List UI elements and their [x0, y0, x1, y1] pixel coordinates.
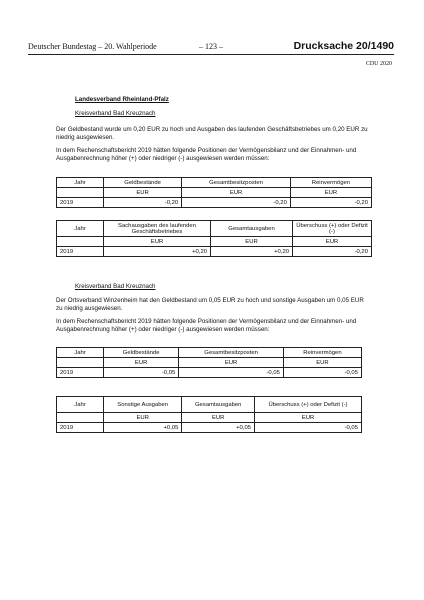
- header-document-number: Drucksache 20/1490: [293, 40, 394, 52]
- unit-cell: EUR: [104, 358, 179, 368]
- section2-paragraph2: In dem Rechenschaftsbericht 2019 hätten folgende Positionen der Vermögensbilanz und der Einnahmen- und Ausgabenrechnung höher (+) oder niedriger (-) ausgewiesen werden müssen:: [56, 318, 357, 334]
- header-cell: Sonstige Ausgaben: [104, 397, 182, 413]
- table-unit-row: [57, 237, 372, 247]
- value-cell: -0,20: [293, 247, 372, 257]
- value-cell: -0,20: [104, 198, 182, 208]
- section1-paragraph1: Der Geldbestand wurde um 0,20 EUR zu hoch und Ausgaben des laufenden Geschäftsbetriebes um 0,20 EUR zu niedrig ausgewiesen.: [56, 126, 368, 142]
- year-cell: 2019: [57, 198, 104, 208]
- unit-cell: EUR: [182, 188, 291, 198]
- table-row: [57, 198, 372, 208]
- empty-cell: [57, 237, 104, 247]
- value-cell: +0,20: [104, 247, 211, 257]
- header-party-label: CDU 2020: [365, 61, 392, 67]
- section2-paragraph1: Der Ortsverband Winzenheim hat den Geldbestand um 0,05 EUR zu hoch und sonstige Ausgaben um 0,05 EUR zu niedrig ausgewiesen.: [56, 297, 364, 313]
- page-header: [28, 40, 394, 54]
- unit-cell: EUR: [104, 188, 182, 198]
- unit-cell: EUR: [211, 237, 293, 247]
- empty-cell: [57, 188, 104, 198]
- section2-table1: [56, 347, 362, 378]
- section1-table1: [56, 177, 372, 208]
- value-cell: -0,05: [255, 423, 362, 433]
- header-cell: Überschuss (+) oder Defizit (-): [293, 221, 372, 237]
- header-cell: Geldbestände: [104, 178, 182, 188]
- header-cell: Gesamtbesitzposten: [182, 178, 291, 188]
- section1-subtitle: Kreisverband Bad Kreuznach: [75, 110, 156, 117]
- header-cell: Jahr: [57, 397, 104, 413]
- unit-cell: EUR: [255, 413, 362, 423]
- header-cell: Jahr: [57, 221, 104, 237]
- header-page-number: – 123 –: [199, 42, 223, 51]
- section2-subtitle: Kreisverband Bad Kreuznach: [75, 283, 156, 290]
- header-cell: Geldbestände: [104, 348, 179, 358]
- table-header-row: [57, 397, 362, 413]
- header-cell: Jahr: [57, 178, 104, 188]
- table-row: [57, 247, 372, 257]
- value-cell: +0,20: [211, 247, 293, 257]
- empty-cell: [57, 358, 104, 368]
- value-cell: -0,05: [283, 368, 361, 378]
- table-header-row: [57, 178, 372, 188]
- table-unit-row: [57, 413, 362, 423]
- header-cell: Gesamtbesitzposten: [179, 348, 284, 358]
- header-cell: Reinvermögen: [283, 348, 361, 358]
- table-header-row: [57, 221, 372, 237]
- header-cell: Sachausgaben des laufenden Geschäftsbetriebes: [104, 221, 211, 237]
- table-row: [57, 423, 362, 433]
- value-cell: +0,05: [182, 423, 255, 433]
- value-cell: -0,20: [290, 198, 371, 208]
- unit-cell: EUR: [104, 237, 211, 247]
- unit-cell: EUR: [293, 237, 372, 247]
- header-cell: Gesamtausgaben: [211, 221, 293, 237]
- table-row: [57, 368, 362, 378]
- header-cell: Überschuss (+) oder Defizit (-): [255, 397, 362, 413]
- value-cell: +0,05: [104, 423, 182, 433]
- header-parliament: Deutscher Bundestag – 20. Wahlperiode: [28, 42, 157, 51]
- unit-cell: EUR: [179, 358, 284, 368]
- section1-paragraph2: In dem Rechenschaftsbericht 2019 hätten folgende Positionen der Vermögensbilanz und der Einnahmen- und Ausgabenrechnung höher (+) oder niedriger (-) ausgewiesen werden müssen:: [56, 147, 357, 163]
- header-cell: Reinvermögen: [290, 178, 371, 188]
- section-title: Landesverband Rheinland-Pfalz: [75, 96, 169, 103]
- section2-table2: [56, 396, 362, 433]
- value-cell: -0,05: [104, 368, 179, 378]
- unit-cell: EUR: [104, 413, 182, 423]
- year-cell: 2019: [57, 423, 104, 433]
- unit-cell: EUR: [283, 358, 361, 368]
- table-header-row: [57, 348, 362, 358]
- table-unit-row: [57, 188, 372, 198]
- unit-cell: EUR: [182, 413, 255, 423]
- header-cell: Jahr: [57, 348, 104, 358]
- section1-table2: [56, 220, 372, 257]
- value-cell: -0,20: [182, 198, 291, 208]
- year-cell: 2019: [57, 368, 104, 378]
- header-cell: Gesamtausgaben: [182, 397, 255, 413]
- empty-cell: [57, 413, 104, 423]
- unit-cell: EUR: [290, 188, 371, 198]
- table-unit-row: [57, 358, 362, 368]
- header-rule: [28, 54, 394, 55]
- year-cell: 2019: [57, 247, 104, 257]
- value-cell: -0,05: [179, 368, 284, 378]
